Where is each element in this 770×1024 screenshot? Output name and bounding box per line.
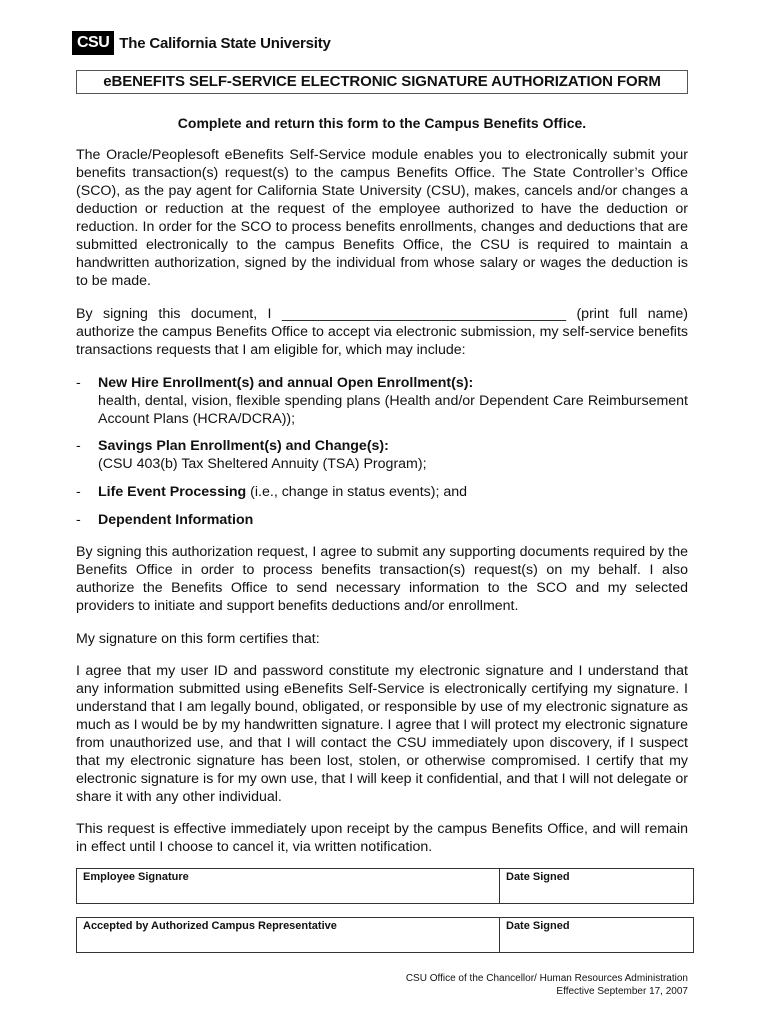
agreement-paragraph: I agree that my user ID and password constitute my electronic signature and I understand that any information submitted using eBenefits Self-Service is electronically certifying my signature. I understand that I am legally bound, obligated, or responsible by use of my electronic signature as much as I would be by my handwritten signature. I agree that I will protect my electronic signature from unauthorized use, and that I will contact the CSU immediately upon discovery, if I suspect that my electronic signature has been lost, stolen, or otherwise compromised. I certify that my electronic signature is for my own use, that I will keep it confidential, and that I will not delegate or share it with any other individual. xyxy=(76,663,688,805)
bullet-heading: Dependent Information xyxy=(98,512,254,528)
bullet-text: (CSU 403(b) Tax Sheltered Annuity (TSA) Program); xyxy=(98,456,427,472)
signing-prefix: By signing this document, I xyxy=(76,306,272,322)
employee-signature-label: Employee Signature xyxy=(83,871,189,883)
footer-line-2: Effective September 17, 2007 xyxy=(556,986,688,997)
list-item xyxy=(76,511,688,529)
list-item xyxy=(76,483,688,501)
intro-paragraph: The Oracle/Peoplesoft eBenefits Self-Service module enables you to electronically submit your benefits transaction(s) request(s) to the campus Benefits Office. The State Controller’s Office (SCO), as the pay agent for California State University (CSU), makes, cancels and/or changes a deduction or reduction at the request of the employee authorized to have the deduction or reduction. In order for the SCO to process benefits enrollments, changes and deductions that are submitted electronically to the campus Benefits Office, the CSU is required to maintain a handwritten authorization, signed by the individual from whose salary or wages the deduction is to be made. xyxy=(76,147,688,289)
bullet-text: health, dental, vision, flexible spending plans (Health and/or Dependent Care Reimbursement Account Plans (HCRA/DCRA)); xyxy=(98,393,688,427)
footer-line-1: CSU Office of the Chancellor/ Human Resources Administration xyxy=(405,973,688,984)
title-box xyxy=(76,70,688,94)
representative-signature-box[interactable] xyxy=(76,917,694,953)
signing-suffix: (print full name) xyxy=(576,306,688,322)
logo-mark: CSU xyxy=(72,31,114,55)
employee-signature-box[interactable] xyxy=(76,868,694,904)
bullet-heading: Life Event Processing xyxy=(98,484,247,500)
bullet-dash: - xyxy=(76,375,81,391)
bullet-dash: - xyxy=(76,484,81,500)
representative-signature-label: Accepted by Authorized Campus Representative xyxy=(83,920,337,932)
bullet-heading: New Hire Enrollment(s) and annual Open Enrollment(s): xyxy=(98,375,474,391)
signing-paragraph xyxy=(76,305,688,359)
box-divider xyxy=(499,918,500,952)
logo-text: The California State University xyxy=(119,34,331,52)
certifies-paragraph: My signature on this form certifies that: xyxy=(76,631,320,647)
list-item xyxy=(76,374,688,428)
list-item xyxy=(76,437,688,473)
authorization-paragraph: By signing this authorization request, I agree to submit any supporting documents required by the Benefits Office in order to process benefits transaction(s) request(s) on my behalf. I also authorize the Benefits Office to send necessary information to the SCO and my selected providers to initiate and support benefits deductions and/or enrollment. xyxy=(76,544,688,614)
bullet-dash: - xyxy=(76,512,81,528)
signing-rest: authorize the campus Benefits Office to accept via electronic submission, my self-service benefits transactions requests that I am eligible for, which may include: xyxy=(76,324,688,358)
effective-paragraph: This request is effective immediately upon receipt by the campus Benefits Office, and will remain in effect until I choose to cancel it, via written notification. xyxy=(76,821,688,855)
representative-date-label: Date Signed xyxy=(506,920,570,932)
box-divider xyxy=(499,869,500,903)
bullet-dash: - xyxy=(76,438,81,454)
print-name-blank[interactable]: ____________________________________ xyxy=(281,306,567,322)
employee-date-label: Date Signed xyxy=(506,871,570,883)
bullet-text: (i.e., change in status events); and xyxy=(246,484,468,500)
form-subtitle: Complete and return this form to the Campus Benefits Office. xyxy=(177,115,587,131)
csu-logo xyxy=(72,30,331,56)
form-title: eBENEFITS SELF-SERVICE ELECTRONIC SIGNATURE AUTHORIZATION FORM xyxy=(103,73,661,90)
footer xyxy=(406,972,688,998)
bullet-heading: Savings Plan Enrollment(s) and Change(s): xyxy=(98,438,389,454)
